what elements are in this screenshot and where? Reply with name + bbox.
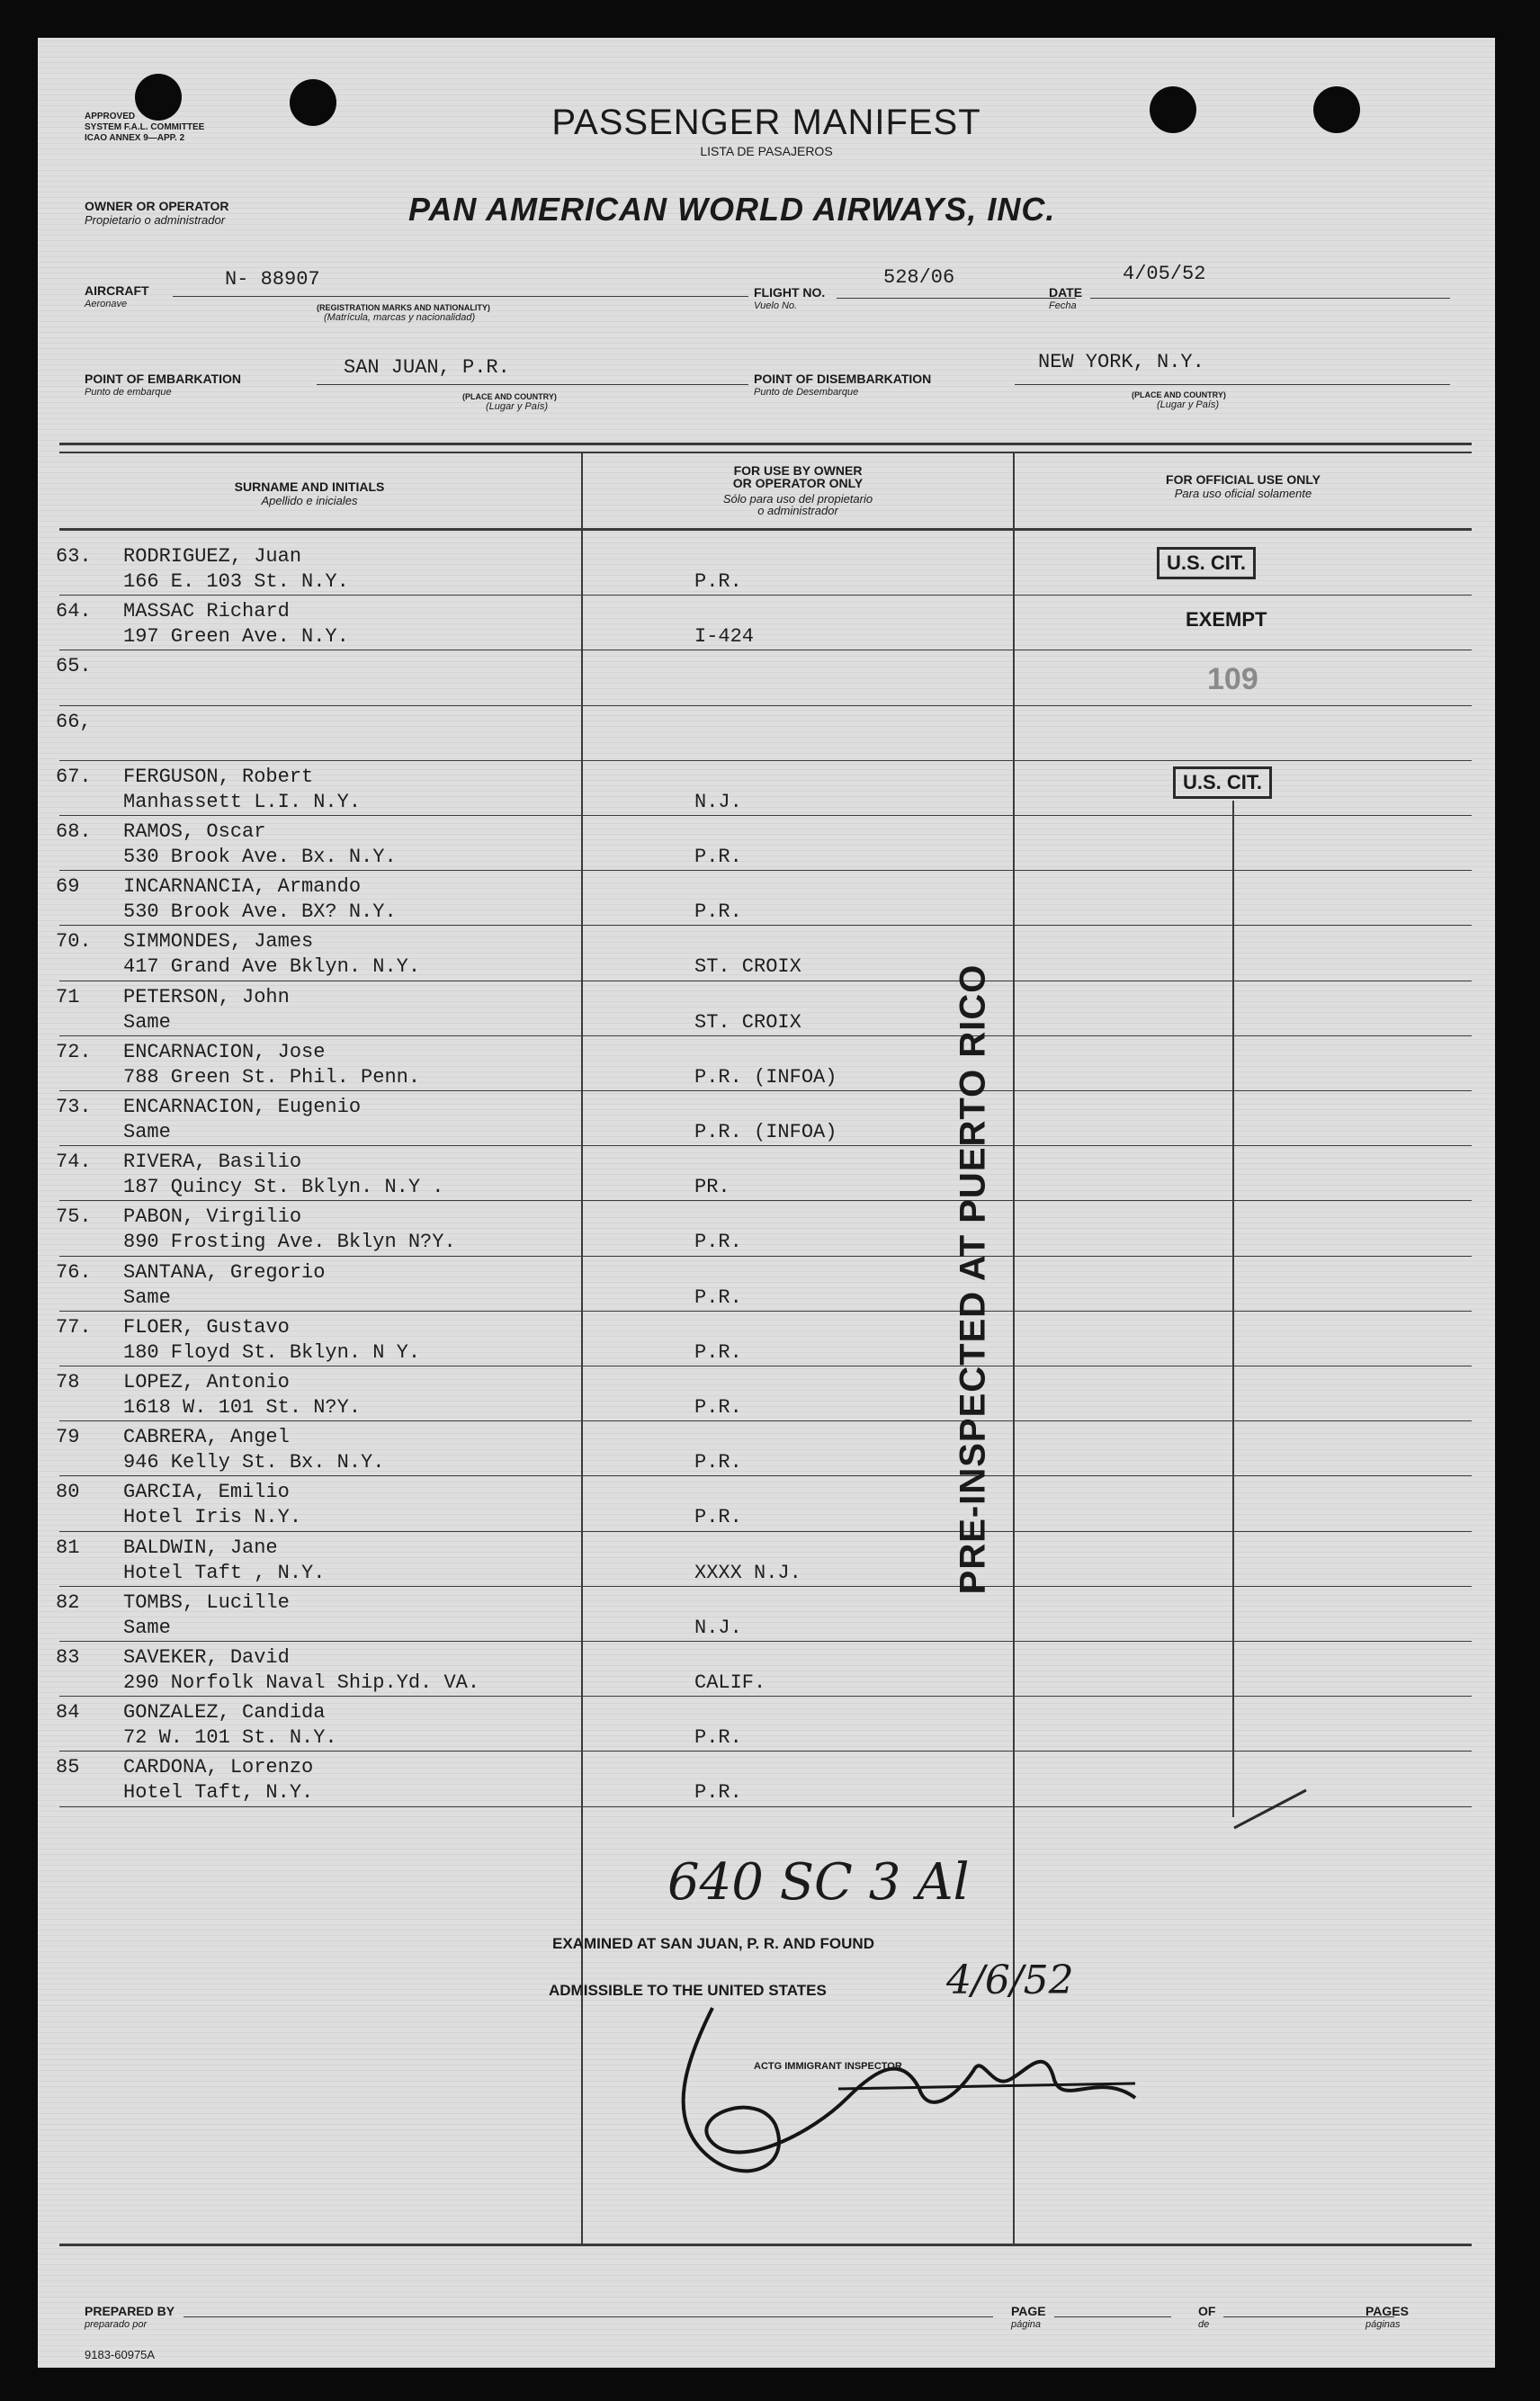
row-rule (59, 1035, 1472, 1036)
prepared-label: PREPARED BY (85, 2304, 175, 2318)
handwritten-notation: 640 SC 3 Al (667, 1853, 970, 1912)
flight-label: FLIGHT NO. (754, 285, 826, 300)
passenger-name: MASSAC Richard (123, 600, 290, 623)
row-rule (59, 870, 1472, 871)
operator-label: OWNER OR OPERATOR (85, 199, 229, 213)
row-rule (59, 1531, 1472, 1532)
row-number: 82 (56, 1590, 80, 1614)
aircraft-label-es: Aeronave (85, 299, 128, 309)
field-underline (1090, 298, 1450, 299)
prepared-label-es: preparado por (85, 2319, 148, 2330)
owner-note: P.R. (694, 570, 742, 593)
passenger-name: SIMMONDES, James (123, 930, 314, 954)
row-rule (59, 1145, 1472, 1146)
approval-line: SYSTEM F.A.L. COMMITTEE (85, 122, 205, 132)
disembark-value: NEW YORK, N.Y. (1038, 351, 1204, 373)
registration-note: (REGISTRATION MARKS AND NATIONALITY) (317, 303, 490, 312)
row-number: 79 (56, 1426, 80, 1449)
row-number: 70. (56, 930, 92, 954)
passenger-name: RIVERA, Basilio (123, 1151, 302, 1174)
row-rule (59, 1090, 1472, 1091)
passenger-name: INCARNANCIA, Armando (123, 875, 362, 899)
place-note-es: (Lugar y País) (486, 401, 549, 412)
passenger-address: Hotel Iris N.Y. (123, 1506, 302, 1529)
us-citizen-stamp: U.S. CIT. (1157, 547, 1256, 579)
row-number: 71 (56, 985, 80, 1008)
row-rule (59, 1311, 1472, 1312)
row-rule (59, 1586, 1472, 1587)
passenger-name: RAMOS, Oscar (123, 820, 266, 843)
passenger-name: CARDONA, Lorenzo (123, 1756, 314, 1779)
passenger-name: GARCIA, Emilio (123, 1481, 290, 1504)
aircraft-label: AIRCRAFT (85, 283, 149, 298)
row-number: 85 (56, 1756, 80, 1779)
field-underline (317, 384, 748, 385)
col-header-owner-es-line: Sólo para uso del propietario (722, 492, 873, 506)
row-number: 64. (56, 600, 92, 623)
owner-note: P.R. (694, 1726, 742, 1750)
row-number: 75. (56, 1205, 92, 1229)
field-underline (184, 2316, 993, 2317)
passenger-address: 530 Brook Ave. Bx. N.Y. (123, 846, 397, 868)
date-label: DATE (1049, 285, 1083, 300)
row-rule (59, 1200, 1472, 1201)
passenger-address: 187 Quincy St. Bklyn. N.Y . (123, 1176, 444, 1199)
row-number: 77. (56, 1315, 92, 1339)
approval-line: APPROVED (85, 112, 136, 121)
passenger-address: 180 Floyd St. Bklyn. N Y. (123, 1340, 421, 1364)
disembark-label-es: Punto de Desembarque (754, 387, 859, 398)
owner-note: XXXX N.J. (694, 1561, 801, 1584)
passenger-address: Hotel Taft , N.Y. (123, 1561, 326, 1584)
owner-note: P.R. (INFOA) (694, 1121, 837, 1143)
page-label: PAGE (1011, 2304, 1046, 2318)
page-title: PASSENGER MANIFEST (551, 103, 981, 142)
row-number: 69 (56, 875, 80, 899)
examined-text: EXAMINED AT SAN JUAN, P. R. AND FOUND (552, 1935, 874, 1952)
col-header-official-es: Para uso oficial solamente (1174, 487, 1312, 500)
owner-note: P.R. (694, 1506, 742, 1529)
owner-note: P.R. (694, 900, 742, 924)
col-header-surname-es: Apellido e iniciales (261, 494, 358, 507)
passenger-name: BALDWIN, Jane (123, 1536, 278, 1559)
passenger-address: 166 E. 103 St. N.Y. (123, 570, 349, 593)
col-header-owner-es-line: o administrador (757, 504, 838, 517)
field-underline (1015, 384, 1450, 385)
row-rule (59, 705, 1472, 706)
row-rule (59, 1420, 1472, 1421)
embark-value: SAN JUAN, P.R. (344, 356, 510, 379)
place-note: (PLACE AND COUNTRY) (462, 392, 557, 401)
bracket-tick (1225, 1783, 1333, 1837)
passenger-address: 530 Brook Ave. BX? N.Y. (123, 900, 397, 924)
owner-note: ST. CROIX (694, 955, 801, 979)
passenger-name: FLOER, Gustavo (123, 1315, 290, 1339)
row-number: 67. (56, 765, 92, 788)
row-rule (59, 1256, 1472, 1257)
inspector-title: ACTG IMMIGRANT INSPECTOR (754, 2061, 902, 2072)
row-number: 73. (56, 1096, 92, 1118)
row-number: 74. (56, 1151, 92, 1174)
date-label-es: Fecha (1049, 300, 1077, 311)
bracket-line (1232, 801, 1234, 1817)
owner-note: P.R. (694, 1451, 742, 1474)
owner-note: P.R. (694, 1781, 742, 1805)
signature-date: 4/6/52 (946, 1958, 1074, 2003)
page-subtitle: LISTA DE PASAJEROS (700, 144, 833, 158)
field-underline (173, 296, 748, 297)
passenger-name: PABON, Virgilio (123, 1205, 302, 1229)
row-rule (59, 760, 1472, 761)
col-header-owner-line: FOR USE BY OWNER (733, 463, 863, 478)
owner-note: P.R. (694, 1340, 742, 1364)
passenger-address: Same (123, 1010, 171, 1034)
row-rule (59, 1641, 1472, 1642)
place-note: (PLACE AND COUNTRY) (1132, 390, 1226, 399)
owner-note: N.J. (694, 1616, 742, 1639)
owner-note: P.R. (694, 1231, 742, 1254)
passenger-name: PETERSON, John (123, 985, 290, 1008)
row-number: 81 (56, 1536, 80, 1559)
passenger-address: 1618 W. 101 St. N?Y. (123, 1396, 362, 1419)
row-rule (59, 815, 1472, 816)
inspector-signature (631, 1990, 1171, 2197)
owner-note: P.R. (694, 1286, 742, 1309)
manifest-sheet (38, 38, 1495, 2368)
owner-note: I-424 (694, 625, 755, 649)
owner-note: CALIF. (694, 1671, 766, 1694)
table-top-rule (59, 443, 1472, 445)
row-number: 66, (56, 710, 92, 733)
passenger-address: 788 Green St. Phil. Penn. (123, 1065, 421, 1089)
us-citizen-stamp: U.S. CIT. (1173, 766, 1272, 799)
passenger-name: TOMBS, Lucille (123, 1590, 290, 1614)
col-header-official: FOR OFFICIAL USE ONLY (1166, 472, 1321, 487)
passenger-name: FERGUSON, Robert (123, 765, 314, 788)
row-number: 83 (56, 1646, 80, 1669)
passenger-name: GONZALEZ, Candida (123, 1701, 326, 1725)
owner-note: P.R. (694, 846, 742, 868)
official-number: 109 (1207, 662, 1258, 696)
admissible-text: ADMISSIBLE TO THE UNITED STATES (549, 1982, 827, 1999)
passenger-address: Same (123, 1121, 171, 1143)
row-rule (59, 1696, 1472, 1697)
flight-value: 528/06 (883, 266, 955, 289)
column-divider (581, 453, 583, 2244)
row-number: 76. (56, 1260, 92, 1284)
passenger-address: 417 Grand Ave Bklyn. N.Y. (123, 955, 421, 979)
operator-name: PAN AMERICAN WORLD AIRWAYS, INC. (408, 191, 1056, 228)
row-number: 68. (56, 820, 92, 843)
passenger-address: 290 Norfolk Naval Ship.Yd. VA. (123, 1671, 480, 1694)
form-number: 9183-60975A (85, 2348, 156, 2361)
table-top-rule (59, 452, 1472, 453)
registration-note-es: (Matrícula, marcas y nacionalidad) (324, 312, 476, 323)
row-rule (59, 1475, 1472, 1476)
col-header-owner-line: OR OPERATOR ONLY (732, 476, 864, 490)
passenger-address: Hotel Taft, N.Y. (123, 1781, 314, 1805)
row-number: 72. (56, 1040, 92, 1063)
owner-note: P.R. (INFOA) (694, 1065, 837, 1089)
pages-label: PAGES (1365, 2304, 1409, 2318)
preinspected-stamp: PRE-INSPECTED AT PUERTO RICO (953, 963, 993, 1595)
passenger-address: 72 W. 101 St. N.Y. (123, 1726, 337, 1750)
exempt-stamp: EXEMPT (1186, 608, 1267, 631)
passenger-address: 197 Green Ave. N.Y. (123, 625, 349, 649)
passenger-address: Manhassett L.I. N.Y. (123, 790, 362, 813)
passenger-name: CABRERA, Angel (123, 1426, 290, 1449)
row-rule (59, 595, 1472, 596)
pages-label-es: páginas (1365, 2319, 1401, 2330)
passenger-name: SANTANA, Gregorio (123, 1260, 326, 1284)
operator-label-es: Propietario o administrador (85, 213, 226, 227)
row-number: 65. (56, 655, 92, 678)
row-number: 80 (56, 1481, 80, 1504)
col-header-owner-es (583, 493, 1013, 516)
row-number: 63. (56, 545, 92, 568)
row-number: 78 (56, 1371, 80, 1393)
passenger-address: Same (123, 1616, 171, 1639)
passenger-name: ENCARNACION, Jose (123, 1040, 326, 1063)
field-underline (1054, 2316, 1171, 2317)
of-label: OF (1198, 2304, 1216, 2318)
owner-note: P.R. (694, 1396, 742, 1419)
of-label-es: de (1198, 2319, 1210, 2330)
owner-note: ST. CROIX (694, 1010, 801, 1034)
owner-note: N.J. (694, 790, 742, 813)
aircraft-value: N- 88907 (225, 268, 320, 291)
footer-rule (59, 2244, 1472, 2246)
passenger-name: ENCARNACION, Eugenio (123, 1096, 362, 1118)
passenger-name: RODRIGUEZ, Juan (123, 545, 302, 568)
disembark-label: POINT OF DISEMBARKATION (754, 372, 932, 386)
col-header-surname: SURNAME AND INITIALS (234, 479, 385, 494)
flight-label-es: Vuelo No. (754, 300, 798, 311)
passenger-address: Same (123, 1286, 171, 1309)
place-note-es: (Lugar y País) (1157, 399, 1220, 410)
embark-label: POINT OF EMBARKATION (85, 372, 241, 386)
date-value: 4/05/52 (1123, 263, 1206, 285)
row-rule (59, 925, 1472, 926)
embark-label-es: Punto de embarque (85, 387, 172, 398)
header-bottom-rule (59, 528, 1472, 531)
passenger-address: 890 Frosting Ave. Bklyn N?Y. (123, 1231, 456, 1254)
page-label-es: página (1011, 2319, 1042, 2330)
row-number: 84 (56, 1701, 80, 1725)
approval-line: ICAO ANNEX 9—APP. 2 (85, 133, 185, 143)
field-underline (837, 298, 1076, 299)
owner-note: PR. (694, 1176, 730, 1199)
passenger-name: LOPEZ, Antonio (123, 1371, 290, 1393)
col-header-owner (583, 464, 1013, 489)
passenger-address: 946 Kelly St. Bx. N.Y. (123, 1451, 385, 1474)
passenger-name: SAVEKER, David (123, 1646, 290, 1669)
